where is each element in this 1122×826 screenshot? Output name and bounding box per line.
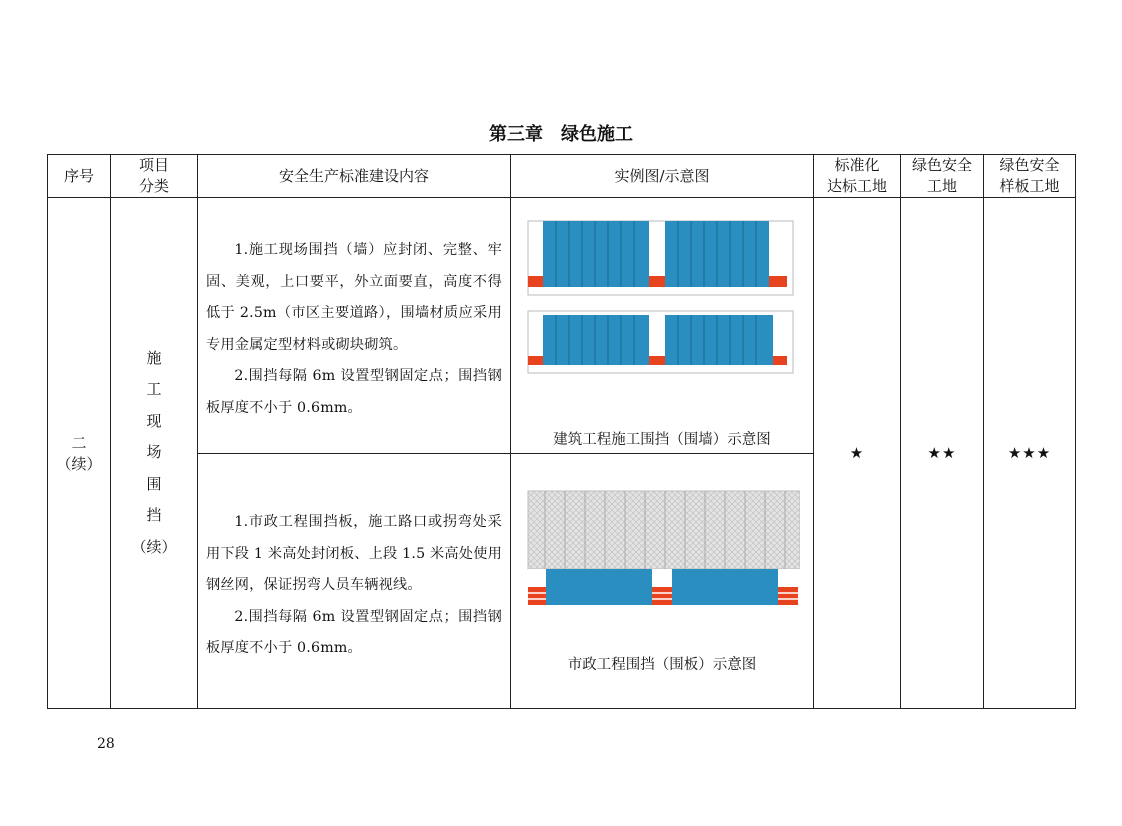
building-fence-caption: 建筑工程施工围挡（围墙）示意图 [553,432,771,448]
header-content: 安全生产标准建设内容 [198,155,511,198]
municipal-fence-caption: 市政工程围挡（围板）示意图 [567,657,757,673]
green-rating: ★★ [901,198,984,709]
image-cell-building [511,198,814,454]
header-green: 绿色安全 工地 [901,155,984,198]
header-seq: 序号 [48,155,111,198]
header-image: 实例图/示意图 [511,155,814,198]
seq-cell: 二 （续） [48,198,111,709]
header-standard: 标准化 达标工地 [814,155,901,198]
content-cell-municipal: 1.市政工程围挡板，施工路口或拐弯处采用下段 1 米高处封闭板、上段 1.5 米高处使用钢丝网，保证拐弯人员车辆视线。 2.围挡每隔 6m 设置型钢固定点；围挡钢板厚度不小于 0.6mm。 [198,454,511,709]
standards-table [47,154,1076,709]
category-vertical-text: 施 工 现 场 围 挡 （续） [131,348,177,556]
category-cell [111,198,198,709]
standard-rating: ★ [814,198,901,709]
table-row [48,198,1076,454]
municipal-fence-diagram [525,489,800,609]
model-rating: ★★★ [984,198,1076,709]
header-row [48,155,1076,198]
image-cell-municipal [511,454,814,709]
content-cell-building: 1.施工现场围挡（墙）应封闭、完整、牢固、美观，上口要平，外立面要直，高度不得低于 2.5m（市区主要道路），围墙材质应采用专用金属定型材料或砌块砌筑。 2.围挡每隔 6m 设置型钢固定点；围挡钢板厚度不小于 0.6mm。 [198,198,511,454]
header-category: 项目 分类 [111,155,198,198]
page-number: 28 [97,736,115,752]
chapter-title: 第三章 绿色施工 [489,124,633,145]
header-model: 绿色安全 样板工地 [984,155,1076,198]
building-fence-diagram [525,216,800,382]
